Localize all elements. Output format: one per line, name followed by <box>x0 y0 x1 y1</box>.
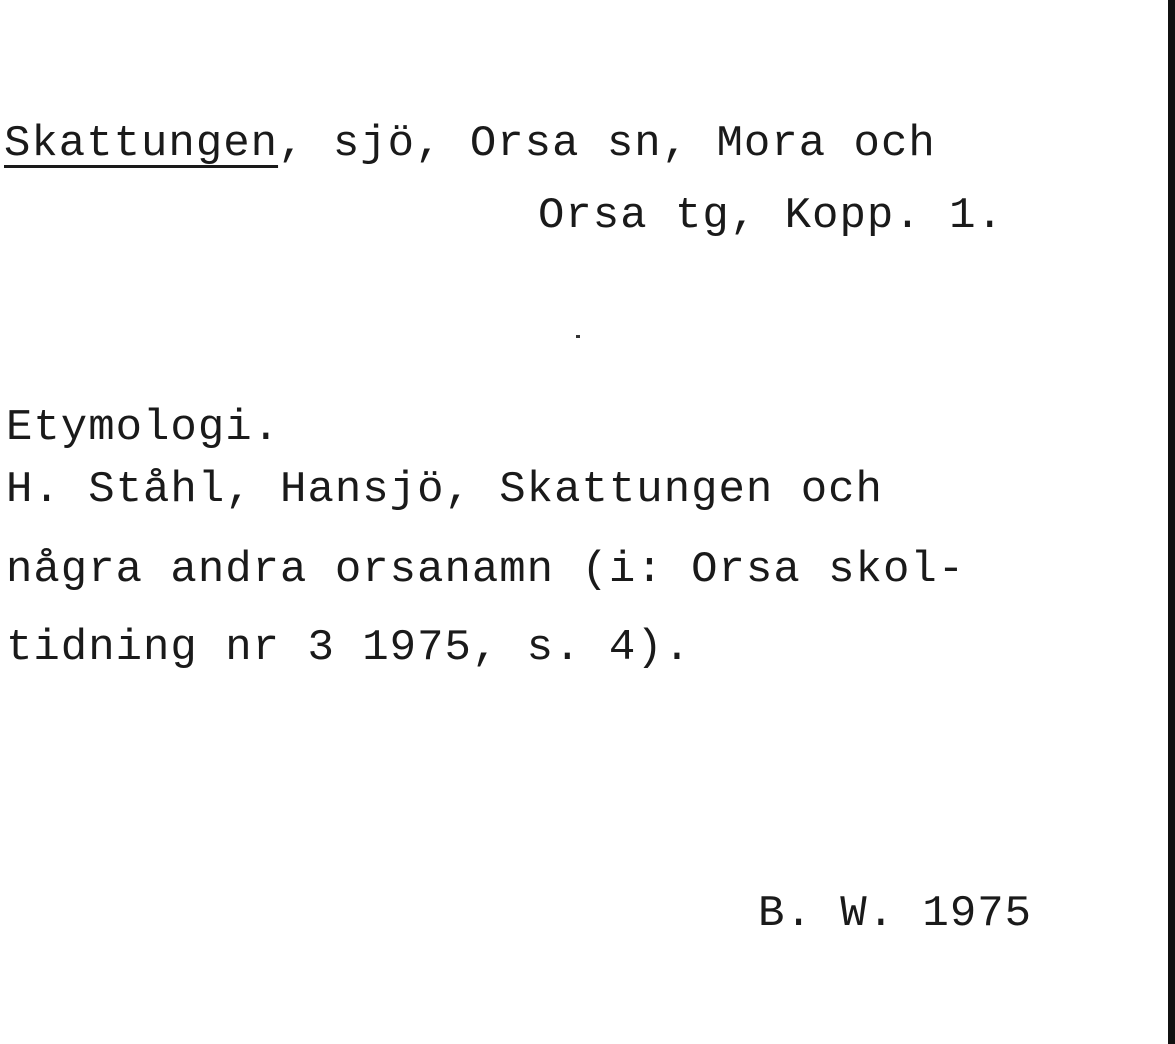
card-edge-border <box>1168 0 1175 1044</box>
headword: Skattungen <box>4 119 279 169</box>
entry-location-line: Orsa tg, Kopp. 1. <box>538 191 1004 241</box>
entry-title-rest: , sjö, Orsa sn, Mora och <box>278 119 936 169</box>
section-heading: Etymologi. <box>6 403 281 453</box>
entry-title-line <box>4 119 936 169</box>
speck-mark <box>576 335 580 338</box>
reference-line: tidning nr 3 1975, s. 4). <box>6 623 692 673</box>
reference-line: H. Ståhl, Hansjö, Skattungen och <box>6 465 883 515</box>
signature: B. W. 1975 <box>758 889 1033 939</box>
reference-line: några andra orsanamn (i: Orsa skol- <box>6 545 966 595</box>
